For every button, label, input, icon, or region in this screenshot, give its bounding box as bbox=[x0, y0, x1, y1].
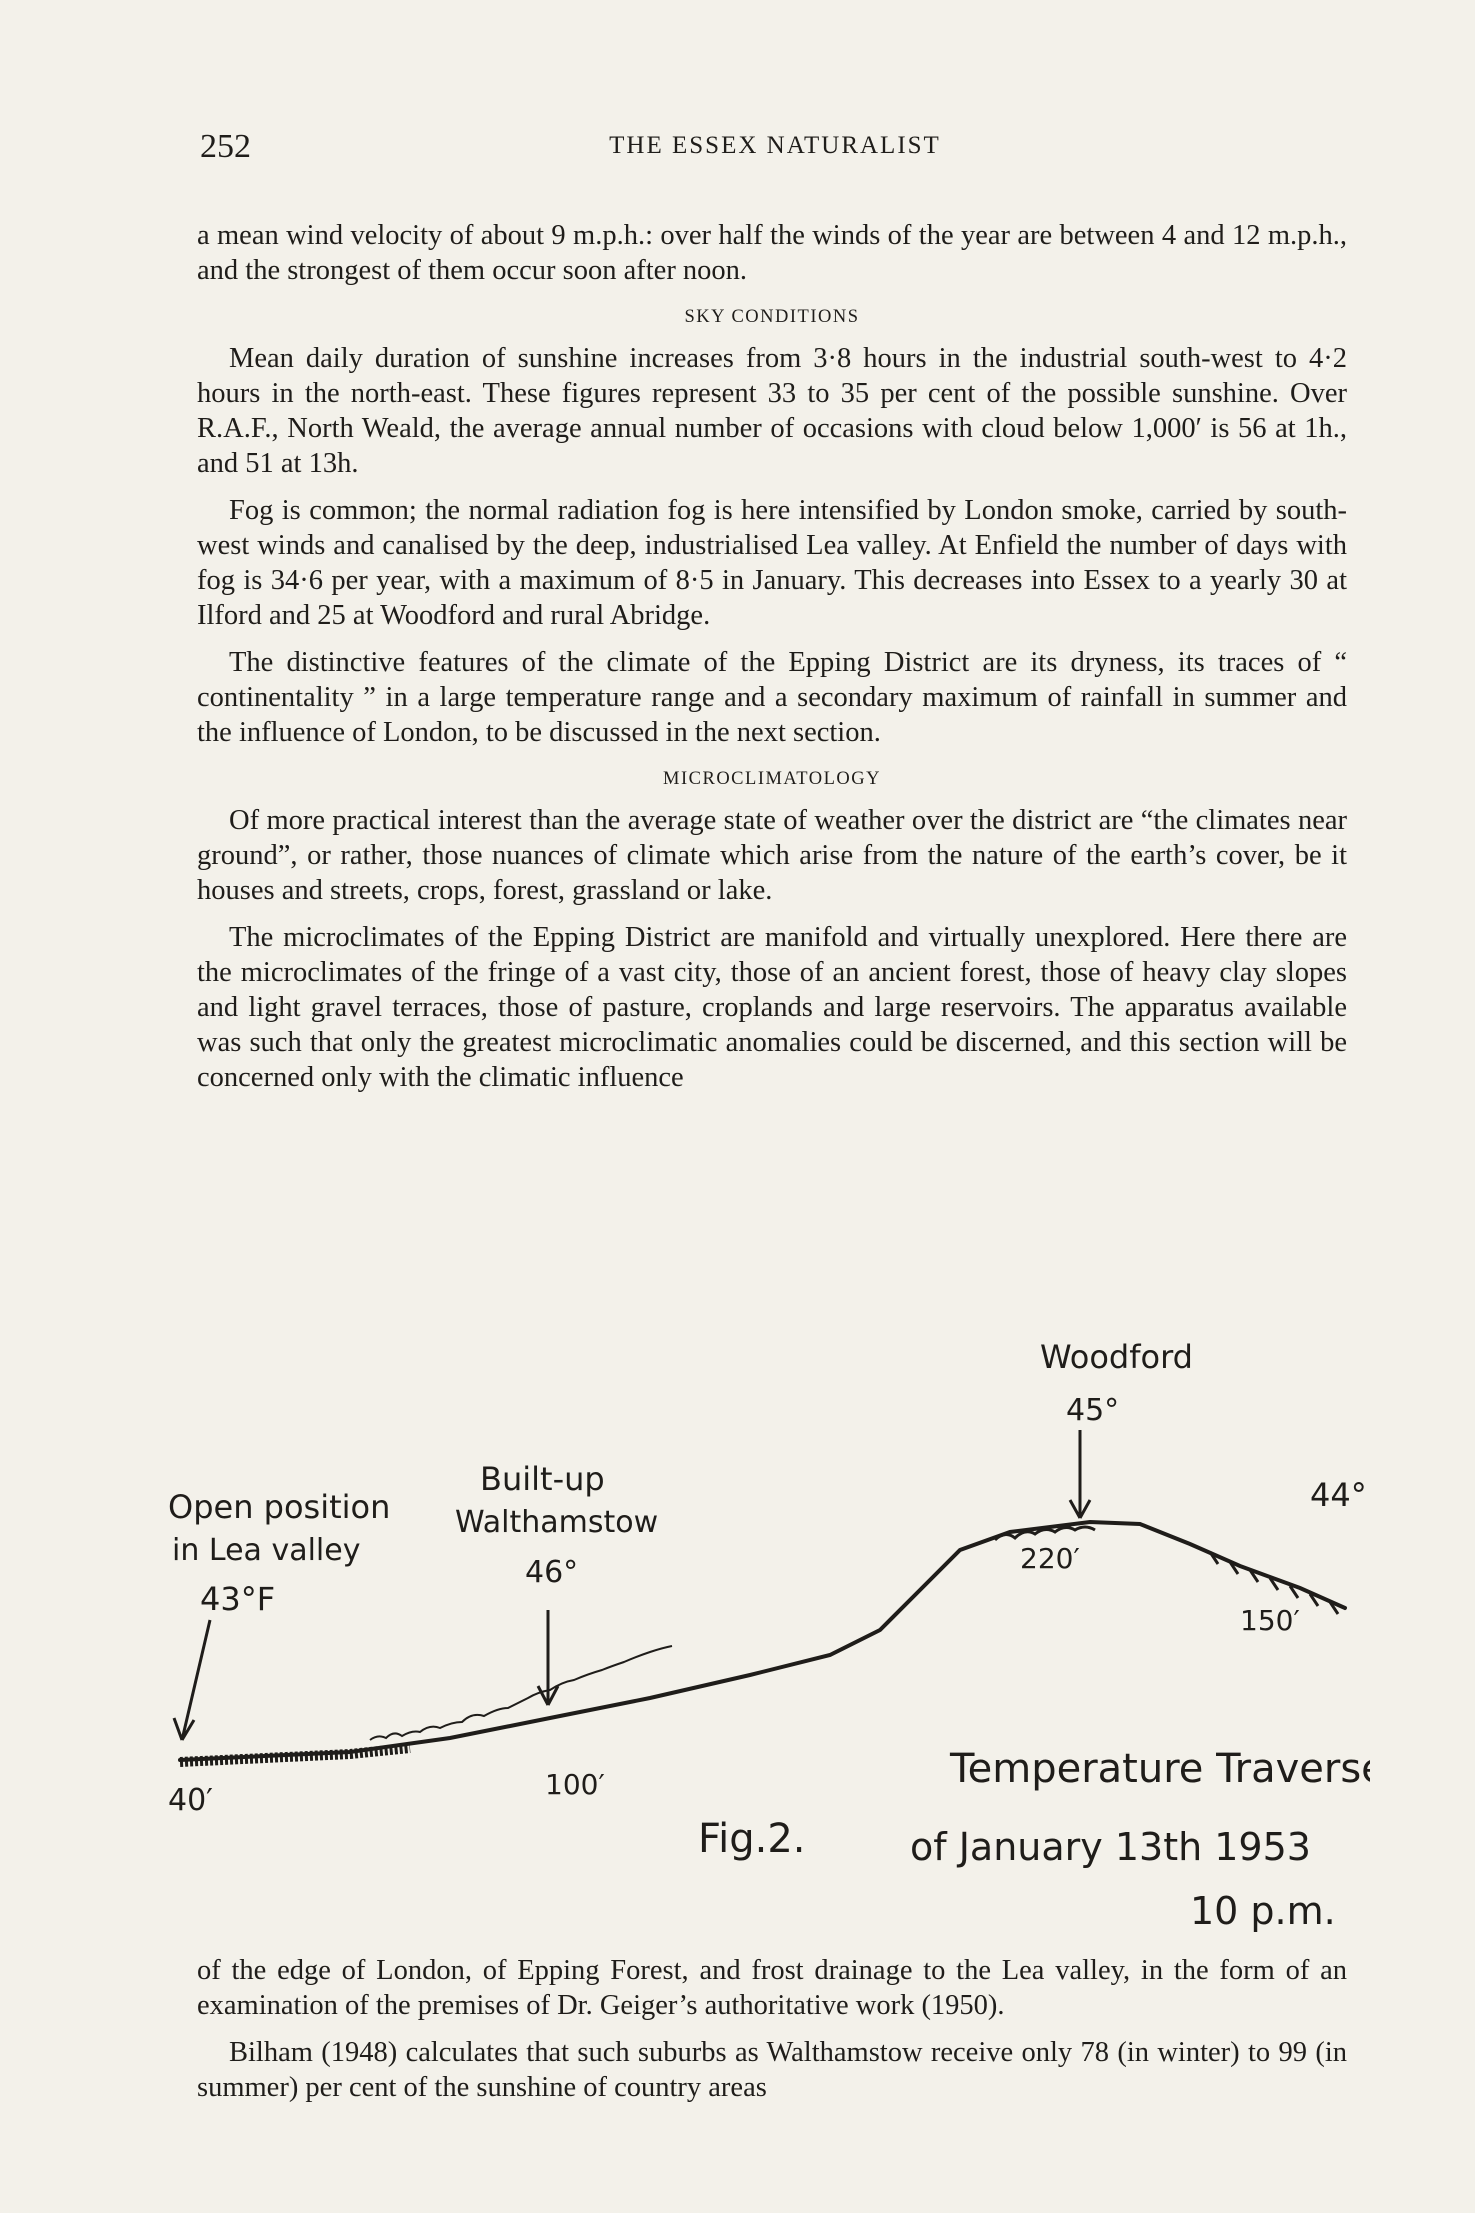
builtup-roofline bbox=[370, 1646, 672, 1740]
label-lea-valley: in Lea valley bbox=[172, 1533, 361, 1568]
figure-time: 10 p.m. bbox=[1190, 1889, 1336, 1933]
heading-sky-conditions: SKY CONDITIONS bbox=[684, 307, 860, 327]
label-open-position: Open position bbox=[168, 1488, 391, 1526]
paragraph-wind: a mean wind velocity of about 9 m.p.h.: over half the winds of the year are between 4 and 12 m.p.h., and the strongest of them occur soon after noon. bbox=[197, 220, 1347, 286]
arrow-builtup bbox=[538, 1610, 558, 1705]
body-text-bottom bbox=[197, 1953, 1347, 2117]
arrow-open-position bbox=[174, 1620, 210, 1740]
label-builtup-temperature: 46° bbox=[525, 1555, 579, 1590]
label-elevation-220: 220′ bbox=[1020, 1542, 1080, 1575]
label-built-up: Built-up bbox=[480, 1460, 605, 1498]
label-elevation-150: 150′ bbox=[1240, 1604, 1300, 1637]
paragraph-bilham: Bilham (1948) calculates that such suburbs as Walthamstow receive only 78 (in winter) to 99 (in summer) per cent of the sunshine of country areas bbox=[197, 2037, 1347, 2103]
figure-temperature-traverse bbox=[150, 1320, 1370, 1955]
figure-number: Fig.2. bbox=[698, 1816, 806, 1862]
label-east-temperature: 44° bbox=[1310, 1476, 1367, 1514]
paragraph-fog: Fog is common; the normal radiation fog is here intensified by London smoke, carried by south-west winds and canalised by the deep, industrialised Lea valley. At Enfield the number of days with fog is 34·6 per year, with a maximum of 8·5 in January. This decreases into Essex to a yearly 30 at Ilford and 25 at Woodford and rural Abridge. bbox=[197, 495, 1347, 631]
label-woodford-temperature: 45° bbox=[1066, 1393, 1120, 1428]
label-valley-elevation: 40′ bbox=[168, 1783, 213, 1818]
page-number: 252 bbox=[200, 128, 251, 165]
page-header bbox=[200, 128, 1350, 178]
paragraph-sunshine: Mean daily duration of sunshine increases from 3·8 hours in the industrial south-west to 4·2 hours in the north-east. These figures represent 33 to 35 per cent of the possible sunshine. Over R.A.F., North Weald, the average annual number of occasions with cloud below 1,000′ is 56 at 1h., and 51 at 13h. bbox=[197, 343, 1347, 479]
figure-date: of January 13th 1953 bbox=[910, 1825, 1311, 1869]
body-text-top bbox=[197, 218, 1347, 1107]
paragraph-practical-interest: Of more practical interest than the average state of weather over the district are “the climates near ground”, or rather, those nuances of climate which arise from the nature of the earth’s cover, be it houses and streets, crops, forest, grassland or lake. bbox=[197, 805, 1347, 906]
paragraph-edge-of-london: of the edge of London, of Epping Forest, and frost drainage to the Lea valley, in the form of an examination of the premises of Dr. Geiger’s authoritative work (1950). bbox=[197, 1955, 1347, 2021]
label-woodford: Woodford bbox=[1040, 1338, 1193, 1376]
traverse-sketch bbox=[150, 1320, 1370, 1955]
figure-title: Temperature Traverse bbox=[950, 1746, 1370, 1792]
label-elevation-100: 100′ bbox=[545, 1768, 605, 1801]
paragraph-microclimates: The microclimates of the Epping District are manifold and virtually unexplored. Here there are the microclimates of the fringe of a vast city, those of an ancient forest, those of heavy clay slopes and light gravel terraces, those of pasture, croplands and large reservoirs. The apparatus available was such that only the greatest microclimatic anomalies could be discerned, and this section will be concerned only with the climatic influence bbox=[197, 922, 1347, 1093]
label-open-temperature: 43°F bbox=[200, 1580, 276, 1618]
heading-microclimatology: MICROCLIMATOLOGY bbox=[663, 769, 881, 789]
paragraph-climate-features: The distinctive features of the climate of the Epping District are its dryness, its traces of “ continentality ” in a large temperature range and a secondary maximum of rainfall in summer and the influence of London, to be discussed in the next section. bbox=[197, 647, 1347, 748]
arrow-woodford bbox=[1070, 1430, 1090, 1518]
label-walthamstow: Walthamstow bbox=[455, 1505, 659, 1540]
running-head: THE ESSEX NATURALIST bbox=[609, 132, 941, 159]
